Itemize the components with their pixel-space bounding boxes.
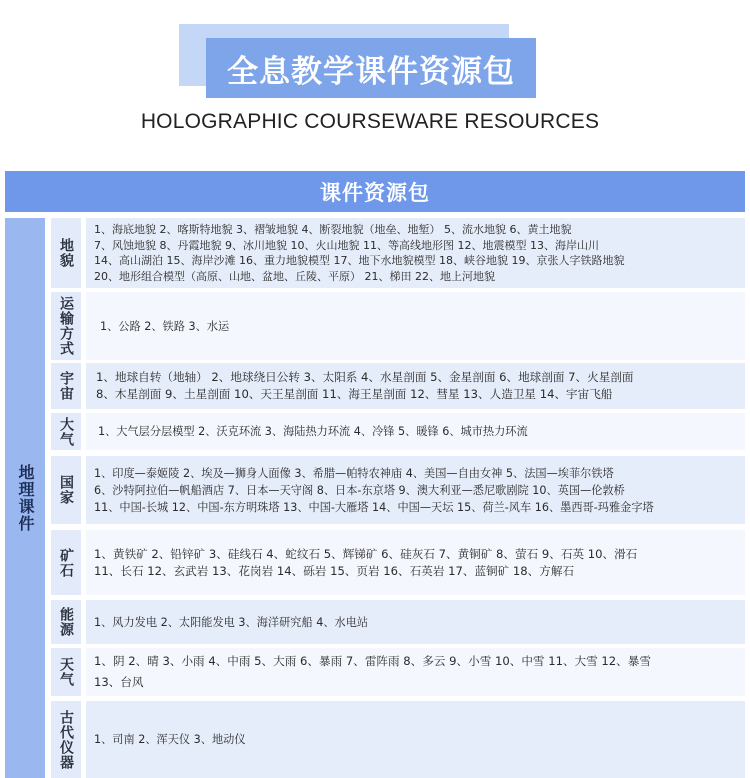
items-text: 1、印度—泰姬陵 2、埃及—狮身人面像 3、希腊—帕特农神庙 4、美国—自由女神 5、法国—埃菲尔铁塔 6、沙特阿拉伯—帆船酒店 7、日本—天守阁 8、日本-东京塔 9、澳大利亚—悉尼歌剧院 10、英国—伦敦桥 11、中国-长城 12、中国-东方明珠塔 13、中国-大雁塔 14、中国—天坛 15、荷兰-风车 16、墨西哥-玛雅金字塔 <box>94 466 654 514</box>
items-cell <box>86 648 745 696</box>
category-cell <box>51 363 81 409</box>
category-row-transport <box>51 292 745 360</box>
items-text: 1、地球自转（地轴） 2、地球绕日公转 3、太阳系 4、水星剖面 5、金星剖面 6、地球剖面 7、火星剖面 8、木星剖面 9、土星剖面 10、天王星剖面 11、海王星剖面 12、彗星 13、人造卫星 14、宇宙飞船 <box>96 370 634 401</box>
items-cell <box>86 292 745 360</box>
items-text: 1、海底地貌 2、喀斯特地貌 3、褶皱地貌 4、断裂地貌（地垒、地堑） 5、流水地貌 6、黄土地貌 7、风蚀地貌 8、丹霞地貌 9、冰川地貌 10、火山地貌 11、等高线地形图 12、地震模型 13、海岸山川 14、高山湖泊 15、海岸沙滩 16、重力地貌模型 17、地下水地貌模型 18、峡谷地貌 19、京张人字铁路地貌 20、地形组合模型（高原、山地、盆地、丘陵、平原） 21、梯田 22、地上河地貌 <box>94 223 625 283</box>
category-label: 天气 <box>58 657 74 687</box>
category-label: 国家 <box>58 475 74 505</box>
category-cell <box>51 600 81 644</box>
category-row-landform <box>51 218 745 288</box>
main-category-label: 地理课件 <box>16 464 35 532</box>
category-label: 古代仪器 <box>58 709 74 770</box>
items-cell <box>86 701 745 778</box>
category-cell <box>51 701 81 778</box>
items-cell <box>86 218 745 288</box>
header-title-panel <box>206 38 536 98</box>
category-label: 大气 <box>58 416 74 447</box>
category-row-universe <box>51 363 745 409</box>
category-row-weather <box>51 648 745 696</box>
category-row-ancient-instruments <box>51 701 745 778</box>
main-category <box>5 218 45 778</box>
items-text: 1、风力发电 2、太阳能发电 3、海洋研究船 4、水电站 <box>94 615 369 629</box>
category-cell <box>51 530 81 595</box>
category-label: 地貌 <box>58 238 74 268</box>
items-cell <box>86 456 745 524</box>
category-label: 能源 <box>58 607 74 637</box>
category-row-energy <box>51 600 745 644</box>
category-cell <box>51 456 81 524</box>
category-cell <box>51 292 81 360</box>
page-subtitle: HOLOGRAPHIC COURSEWARE RESOURCES <box>140 110 600 133</box>
page-title: 全息教学课件资源包 <box>227 53 515 90</box>
section-header <box>5 171 745 212</box>
items-text: 1、阴 2、晴 3、小雨 4、中雨 5、大雨 6、暴雨 7、雷阵雨 8、多云 9、小雪 10、中雪 11、大雪 12、暴雪 13、台风 <box>94 654 651 689</box>
items-cell <box>86 413 745 450</box>
items-text: 1、司南 2、浑天仪 3、地动仪 <box>94 733 246 746</box>
items-text: 1、大气层分层模型 2、沃克环流 3、海陆热力环流 4、冷锋 5、暖锋 6、城市热力环流 <box>98 425 528 438</box>
category-cell <box>51 218 81 288</box>
items-cell <box>86 363 745 409</box>
category-row-atmosphere <box>51 413 745 450</box>
items-text: 1、公路 2、铁路 3、水运 <box>100 319 230 333</box>
category-cell <box>51 413 81 450</box>
category-label: 宇宙 <box>58 371 74 401</box>
category-label: 矿石 <box>58 547 74 578</box>
category-row-minerals <box>51 530 745 595</box>
items-cell <box>86 600 745 644</box>
category-label: 运输方式 <box>58 296 74 356</box>
items-cell <box>86 530 745 595</box>
section-title: 课件资源包 <box>320 180 430 205</box>
items-text: 1、黄铁矿 2、铅锌矿 3、硅线石 4、蛇纹石 5、辉锑矿 6、硅灰石 7、黄铜矿 8、萤石 9、石英 10、滑石 11、长石 12、玄武岩 13、花岗岩 14、砾岩 15、页岩 16、石英岩 17、蓝铜矿 18、方解石 <box>94 546 638 578</box>
category-row-countries <box>51 456 745 524</box>
category-cell <box>51 648 81 696</box>
